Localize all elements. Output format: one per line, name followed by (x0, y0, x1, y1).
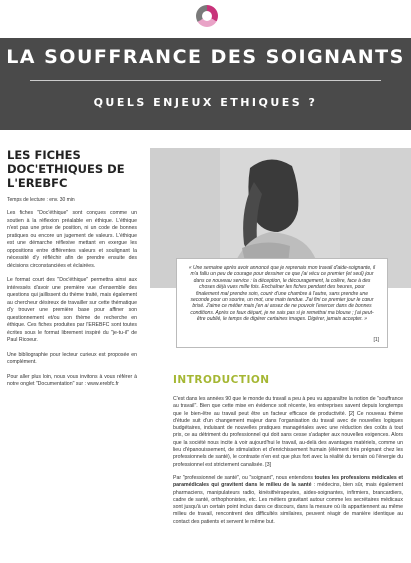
testimony-quote-box (176, 258, 388, 348)
testimony-quote: « Une semaine après avoir annoncé que je reprenais mon travail d'aide-soignante, il m'a fallu un peu de courage pour dessiner ce que j'ai vécu ce premier (et seul) jour dans ce nouveau service : la déception, le découragement, la colère, face à des choses déjà vues mille fois. Enchaîner les fiches pendant des heures, pour finalement mal prendre soin, courir d'une chambre à l'autre, sans prendre une seconde pour un sourire, un mot, une main tendue. J'ai fini ce premier jour le cœur brisé. J'aime ce métier mais j'en ai assez de ne pouvoir l'exercer dans de bonnes conditions. Après ce faux départ, je ne sais pas si je remettrai ma blouse ; j'ai peut-être oublié, le temps de digérer certaines images. Digérer, jamais accepter. » (188, 265, 376, 323)
intro-paragraph-2-end: : médecins, bien sûr, mais également pharmaciens, manipulateurs radio, kinésithérapeutes, aides-soignantes, infirmiers, brancardiers, cadre de santé, orthophonistes, etc. Les métiers gravitant autour comme les secrétaires médicaux sont jusqu'à un certain point inclus dans ce discours, dans la mesure où ils appartiennent au même milieu de travail, rencontrent des difficultés similaires, peuvent réagir de manière identique au contact des patients et servent le même but. (173, 482, 404, 525)
page-title: LA SOUFFRANCE DES SOIGNANTS (6, 46, 405, 68)
intro-paragraph-2-start: Par "professionnel de santé", ou "soignant", nous entendons (173, 474, 315, 481)
page-subtitle: QUELS ENJEUX ETHIQUES ? (93, 96, 318, 109)
sidebar-paragraph-4: Pour aller plus loin, nous vous invitons à vous référer à notre onglet "Documentation" sur : www.erebfc.fr (7, 373, 137, 387)
sidebar-paragraph-2: Le format court des "Doc'éthique" permettra ainsi aux intéressés d'avoir une première vue d'ensemble des questions qui jaillissent du thème traité, mais également au chercheur désireux de travailler sur cette thématique d'y trouver une première base pour affiner son questionnement et/ou son thème de recherche en éthique. Ces fiches produites par l'EREBFC sont toutes écrites sous le format librement inspiré du "je-tu-il" de Paul Ricoeur. (7, 277, 137, 343)
reading-time: Temps de lecture : env. 30 min (7, 197, 75, 203)
sidebar-paragraph-1: Les fiches "Doc'éthique" sont conçues comme un soutien à la réflexion préalable en éthique. L'éthique n'est pas une prise de position, ni un code de bonnes pratiques ou encore un jugement de valeurs. L'éthique est une démarche réflexive mettant en exergue les oppositions entre différentes valeurs et soulignant la nécessité d'y réfléchir afin de prendre ensuite des décisions circonstanciées et éclairées. (7, 210, 137, 269)
erebfc-logo-icon (196, 5, 218, 27)
title-banner (0, 38, 411, 130)
intro-paragraph-2 (173, 475, 403, 526)
intro-paragraph-1: C'est dans les années 90 que le monde du travail a peu à peu vu apparaître la notion de "souffrance au travail". Bien que cette mise en évidence soit récente, les entreprises savent depuis longtemps que le bien-être au travail peut être un facteur efficace de productivité. [2] Ce nouveau thème d'étude suit d'un changement majeur dans l'organisation du travail avec de nouvelles logiques budgétaires, induisant de nouvelles pratiques managériales avec une réduction des coûts à tout prix, ce au détriment du professionnel qui doit sans cesse s'adapter aux nouvelles exigences. Alors que la société nous incite à voir aujourd'hui le travail, au-delà des avantages matériels, comme un lieu d'épanouissement, de stimulation et d'enrichissement humain (élément très prégnant chez les professionnels de santé), le contraste n'en est que plus fort avec la réalité du terrain où l'énergie du professionnel est strictement canalisée. [3] (173, 396, 403, 468)
sidebar-paragraph-3: Une bibliographie pour lecteur curieux est proposée en complément. (7, 351, 137, 365)
quote-reference: [1] (373, 337, 379, 343)
top-bar (0, 0, 411, 38)
introduction-heading: INTRODUCTION (173, 374, 270, 386)
intro-paragraph-2-bold: toutes les professions médicales et paramédicales qui gravitent dans le milieu de la santé (173, 474, 403, 489)
sidebar-column (7, 148, 137, 389)
title-divider (30, 80, 381, 81)
sidebar-heading: LES FICHES DOC'ETHIQUES DE L'EREBFC (7, 148, 125, 190)
introduction-body (173, 396, 403, 532)
